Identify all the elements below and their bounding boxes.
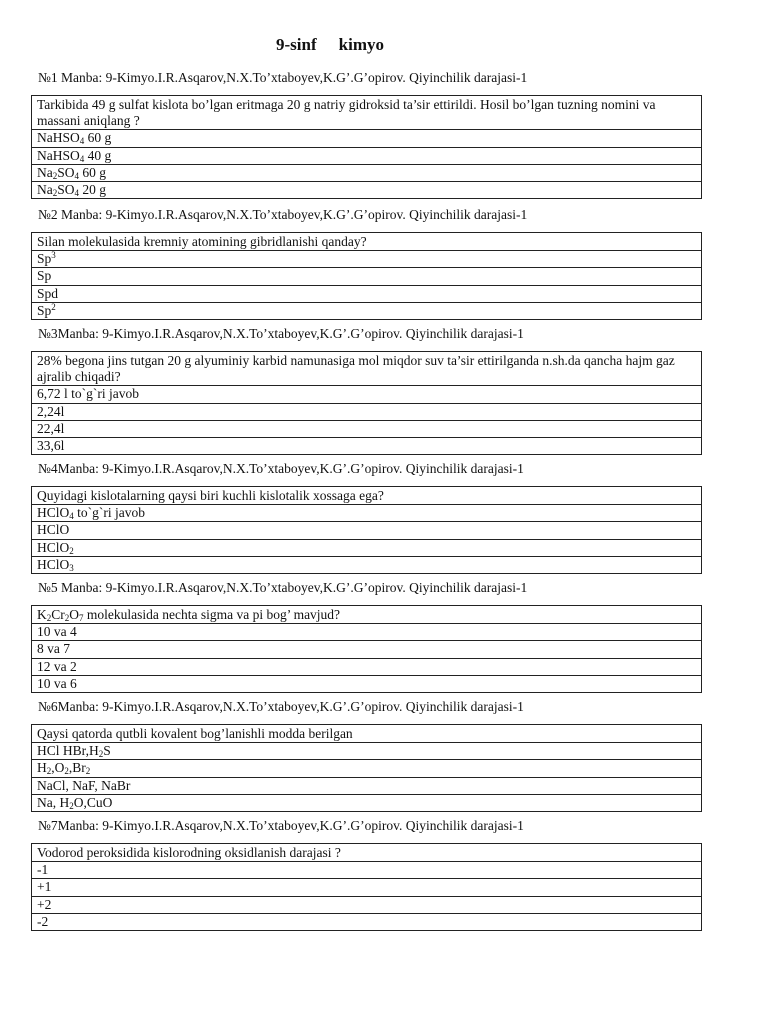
- answer-option: -1: [32, 862, 701, 879]
- question-block: [31, 70, 702, 199]
- source-line: №5 Manba: 9-Kimyo.I.R.Asqarov,N.X.To’xtaboyev,K.G’.G’opirov. Qiyinchilik darajasi-1: [38, 580, 528, 595]
- answer-option: +2: [32, 897, 701, 914]
- grade-label: 9-sinf: [276, 35, 317, 54]
- question-table: [31, 486, 702, 574]
- question-block: [31, 699, 702, 812]
- answer-option: 6,72 l to`g`ri javob: [32, 386, 701, 403]
- question-text: Silan molekulasida kremniy atomining gibridlanishi qanday?: [32, 233, 701, 251]
- page-title: [0, 35, 660, 55]
- answer-option: NaHSO$_4$ 60 g: [32, 130, 701, 147]
- answer-option: $H_2,O_2,Br_2$: [32, 760, 701, 777]
- answer-option: HClO$_2$: [32, 540, 701, 557]
- answer-option: 10 va 6: [32, 676, 701, 693]
- question-block: [31, 461, 702, 574]
- question-block: [31, 580, 702, 693]
- question-text: Vodorod peroksidida kislorodning oksidlanish darajasi ?: [32, 844, 701, 862]
- answer-option: HClO$_3$: [32, 557, 701, 574]
- answer-option: 8 va 7: [32, 641, 701, 658]
- answer-option: 12 va 2: [32, 659, 701, 676]
- subject-label: kimyo: [338, 35, 384, 54]
- question-text: 28% begona jins tutgan 20 g alyuminiy karbid namunasiga mol miqdor suv ta’sir ettirilganda n.sh.da qancha hajm gaz ajralib chiqadi?: [32, 352, 701, 386]
- answer-option: Sp$^2$: [32, 303, 701, 320]
- source-line: №4Manba: 9-Kimyo.I.R.Asqarov,N.X.To’xtaboyev,K.G’.G’opirov. Qiyinchilik darajasi-1: [38, 461, 524, 476]
- question-table: [31, 95, 702, 199]
- question-block: [31, 326, 702, 455]
- source-line: №2 Manba: 9-Kimyo.I.R.Asqarov,N.X.To’xtaboyev,K.G’.G’opirov. Qiyinchilik darajasi-1: [38, 207, 528, 222]
- answer-option: NaCl, NaF, NaBr: [32, 778, 701, 795]
- answer-option: 22,4l: [32, 421, 701, 438]
- answer-option: HClO: [32, 522, 701, 539]
- answer-option: HCl $HBr,H_2S$: [32, 743, 701, 760]
- answer-option: +1: [32, 879, 701, 896]
- question-table: [31, 232, 702, 320]
- question-text: Tarkibida 49 g sulfat kislota bo’lgan eritmaga 20 g natriy gidroksid ta’sir ettirildi. Hosil bo’lgan tuzning nomini va massani aniqlang ?: [32, 96, 701, 130]
- question-text: Qaysi qatorda qutbli kovalent bog’lanishli modda berilgan: [32, 725, 701, 743]
- answer-option: Na, $H_2O,CuO$: [32, 795, 701, 812]
- question-block: [31, 818, 702, 931]
- source-line: №1 Manba: 9-Kimyo.I.R.Asqarov,N.X.To’xtaboyev,K.G’.G’opirov. Qiyinchilik darajasi-1: [38, 70, 528, 85]
- answer-option: 33,6l: [32, 438, 701, 455]
- question-table: [31, 843, 702, 931]
- source-line: №3Manba: 9-Kimyo.I.R.Asqarov,N.X.To’xtaboyev,K.G’.G’opirov. Qiyinchilik darajasi-1: [38, 326, 524, 341]
- question-table: [31, 351, 702, 455]
- answer-option: HClO$_4$ to`g`ri javob: [32, 505, 701, 522]
- answer-option: -2: [32, 914, 701, 931]
- answer-option: 2,24l: [32, 404, 701, 421]
- answer-option: Sp$^3$: [32, 251, 701, 268]
- answer-option: Spd: [32, 286, 701, 303]
- answer-option: NaHSO$_4$ 40 g: [32, 148, 701, 165]
- question-table: [31, 724, 702, 812]
- answer-option: $Na_2SO_4$ 20 g: [32, 182, 701, 199]
- answer-option: $Na_2SO_4$ 60 g: [32, 165, 701, 182]
- question-text: $K_2Cr_2O_7$ molekulasida nechta sigma va pi bog’ mavjud?: [32, 606, 701, 624]
- question-text: Quyidagi kislotalarning qaysi biri kuchli kislotalik xossaga ega?: [32, 487, 701, 505]
- answer-option: 10 va 4: [32, 624, 701, 641]
- source-line: №7Manba: 9-Kimyo.I.R.Asqarov,N.X.To’xtaboyev,K.G’.G’opirov. Qiyinchilik darajasi-1: [38, 818, 524, 833]
- answer-option: Sp: [32, 268, 701, 285]
- question-block: [31, 207, 702, 320]
- question-table: [31, 605, 702, 693]
- source-line: №6Manba: 9-Kimyo.I.R.Asqarov,N.X.To’xtaboyev,K.G’.G’opirov. Qiyinchilik darajasi-1: [38, 699, 524, 714]
